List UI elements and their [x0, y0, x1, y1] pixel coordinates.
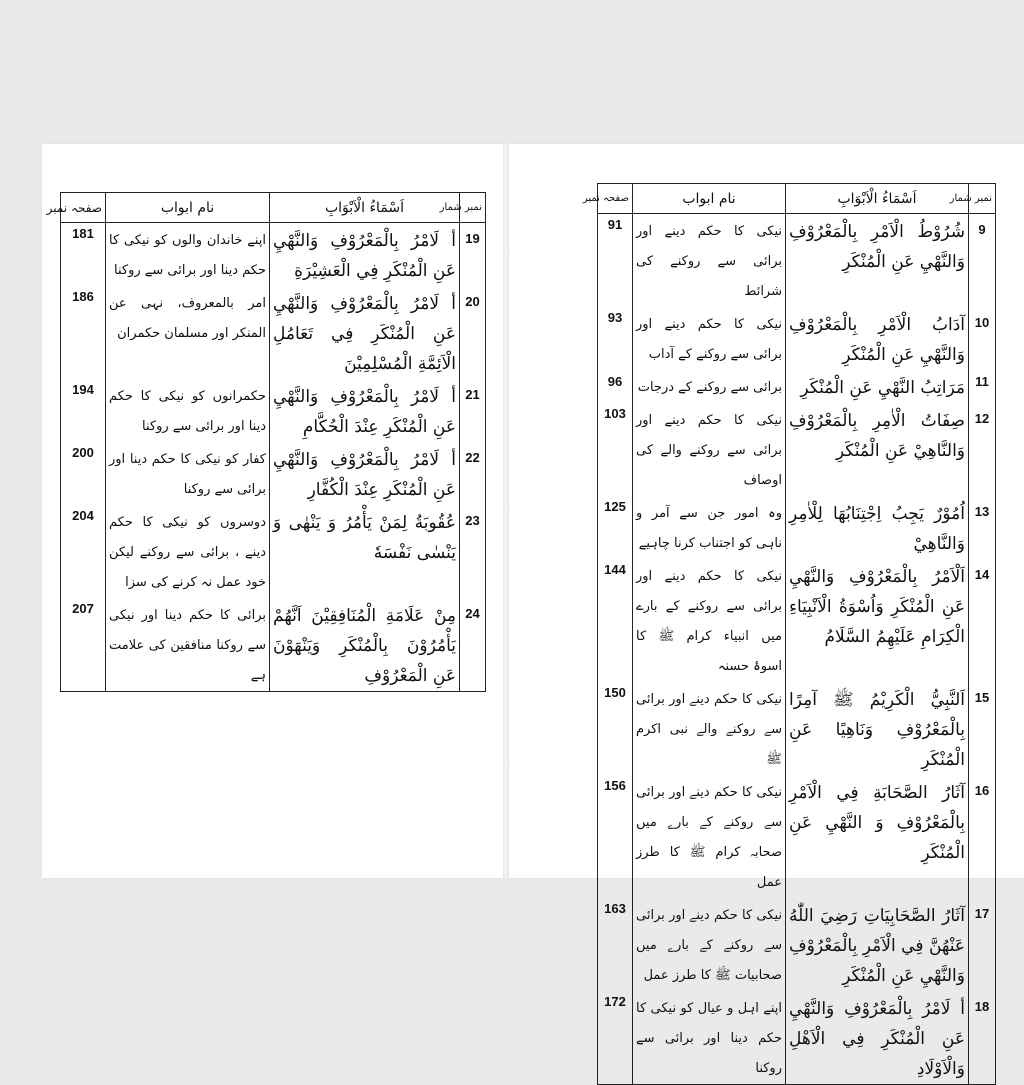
table-header-row: [598, 184, 996, 214]
chapter-arabic: اَلنَّبِيُّ الْكَرِيْمُ ﷺ آمِرًا بِالْمَعْرُوْفِ وَنَاهِيًا عَنِ الْمُنْكَرِ: [786, 682, 969, 775]
header-arabic-title: اَسْمَاءُ الْاَبْوَابِ: [270, 193, 460, 223]
contents-table-left: [46, 192, 486, 692]
page-number: 93: [598, 307, 633, 370]
header-arabic-title: اَسْمَاءُ الْاَبْوَابِ: [786, 184, 969, 214]
page-number: 200: [61, 442, 106, 505]
header-serial: نمبر شمار: [460, 193, 486, 223]
header-page: صفحہ نمبر: [598, 184, 633, 214]
chapter-urdu: نیکی کا حکم دینے اور برائی سے روکنے کے بارے میں صحابہ کرام ﷺ کا طرز عمل: [633, 775, 786, 898]
page-number: 186: [61, 286, 106, 379]
chapter-arabic: أ لَامْرُ بِالْمَعْرُوْفِ وَالنَّهْيِ عَنِ الْمُنْكَرِ عِنْدَ الْحُكَّامِ: [270, 379, 460, 442]
table-row: [61, 442, 486, 505]
page-number: 125: [598, 496, 633, 559]
chapter-arabic: أ لَامْرُ بِالْمَعْرُوْفِ وَالنَّهْيِ عَنِ الْمُنْكَرِ فِي الْعَشِيْرَةِ: [270, 223, 460, 287]
page-number: 194: [61, 379, 106, 442]
chapter-arabic: صِفَاتُ الْاٰمِرِ بِالْمَعْرُوْفِ وَالنَّاهِيْ عَنِ الْمُنْكَرِ: [786, 403, 969, 496]
chapter-urdu: کفار کو نیکی کا حکم دینا اور برائی سے روکنا: [106, 442, 270, 505]
chapter-arabic: أ لَامْرُ بِالْمَعْرُوْفِ وَالنَّهْيِ عَنِ الْمُنْكَرِ فِي تَعَامُلِ الْاَئِمَّةِ الْمُسْلِمِيْنَ: [270, 286, 460, 379]
chapter-urdu: نیکی کا حکم دینے اور برائی سے روکنے کے بارے میں انبیاء کرام ﷺ کا اسوۂ حسنہ: [633, 559, 786, 682]
table-row: [598, 403, 996, 496]
table-row: [61, 379, 486, 442]
row-number: 21: [460, 379, 486, 442]
chapter-arabic: اُمُوْرٌ يَجِبُ اِجْتِنَابُهَا لِلْاٰمِرِ وَالنَّاهِيْ: [786, 496, 969, 559]
row-number: 11: [969, 370, 996, 403]
chapter-urdu: نیکی کا حکم دینے اور برائی سے روکنے والے کی اوصاف: [633, 403, 786, 496]
chapter-urdu: نیکی کا حکم دینے اور برائی سے روکنے والے نبی اکرم ﷺ: [633, 682, 786, 775]
chapter-arabic: شُرُوْطُ الْاَمْرِ بِالْمَعْرُوْفِ وَالنَّهْيِ عَنِ الْمُنْكَرِ: [786, 214, 969, 308]
row-number: 10: [969, 307, 996, 370]
chapter-urdu: نیکی کا حکم دینے اور برائی سے روکنے کے آداب: [633, 307, 786, 370]
page-number: 103: [598, 403, 633, 496]
chapter-urdu: برائی کا حکم دینا اور نیکی سے روکنا منافقین کی علامت ہے: [106, 598, 270, 692]
row-number: 23: [460, 505, 486, 598]
header-urdu-title: نام ابواب: [633, 184, 786, 214]
chapter-arabic: اَلْاَمْرُ بِالْمَعْرُوْفِ وَالنَّهْيِ عَنِ الْمُنْكَرِ وَاُسْوَةُ الْاَنْبِيَاءِ الْكِرَامِ عَلَيْهِمُ السَّلَامُ: [786, 559, 969, 682]
chapter-urdu: حکمرانوں کو نیکی کا حکم دینا اور برائی سے روکنا: [106, 379, 270, 442]
row-number: 14: [969, 559, 996, 682]
chapter-arabic: عُقُوبَةُ لِمَنْ يَأْمُرُ وَ يَنْهٰى وَ يَنْسٰى نَفْسَهٗ: [270, 505, 460, 598]
chapter-arabic: آثَارُ الصَّحَابِيَاتِ رَضِيَ اللّٰهُ عَنْهُنَّ فِي الْاَمْرِ بِالْمَعْرُوْفِ وَالنَّهْيِ عَنِ الْمُنْكَرِ: [786, 898, 969, 991]
row-number: 20: [460, 286, 486, 379]
table-row: [598, 775, 996, 898]
table-row: [598, 214, 996, 308]
page-number: 207: [61, 598, 106, 692]
chapter-arabic: آدَابُ الْاَمْرِ بِالْمَعْرُوْفِ وَالنَّهْيِ عَنِ الْمُنْكَرِ: [786, 307, 969, 370]
chapter-urdu: دوسروں کو نیکی کا حکم دینے ، برائی سے روکنے لیکن خود عمل نہ کرنے کی سزا: [106, 505, 270, 598]
contents-table-right: [582, 183, 996, 1085]
page-number: 156: [598, 775, 633, 898]
chapter-urdu: نیکی کا حکم دینے اور برائی سے روکنے کی شرائط: [633, 214, 786, 308]
row-number: 15: [969, 682, 996, 775]
row-number: 17: [969, 898, 996, 991]
page-number: 204: [61, 505, 106, 598]
left-page: [42, 144, 503, 878]
table-row: [598, 496, 996, 559]
table-row: [598, 307, 996, 370]
page-number: 172: [598, 991, 633, 1085]
table-row: [598, 898, 996, 991]
table-row: [598, 559, 996, 682]
page-number: 163: [598, 898, 633, 991]
table-row: [598, 682, 996, 775]
row-number: 16: [969, 775, 996, 898]
table-header-row: [61, 193, 486, 223]
chapter-arabic: مَرَاتِبُ النَّهْيِ عَنِ الْمُنْكَرِ: [786, 370, 969, 403]
table-row: [61, 505, 486, 598]
chapter-urdu: برائی سے روکنے کے درجات: [633, 370, 786, 403]
chapter-urdu: اپنے اہل و عیال کو نیکی کا حکم دینا اور برائی سے روکنا: [633, 991, 786, 1085]
page-number: 91: [598, 214, 633, 308]
chapter-urdu: وہ امور جن سے آمر و ناہی کو اجتناب کرنا چاہیے: [633, 496, 786, 559]
book-spread: [42, 144, 1024, 1079]
chapter-urdu: نیکی کا حکم دینے اور برائی سے روکنے کے بارے میں صحابیات ﷺ کا طرز عمل: [633, 898, 786, 991]
row-number: 12: [969, 403, 996, 496]
header-urdu-title: نام ابواب: [106, 193, 270, 223]
table-row: [598, 370, 996, 403]
page-number: 96: [598, 370, 633, 403]
chapter-arabic: أ لَامْرُ بِالْمَعْرُوْفِ وَالنَّهْيِ عَنِ الْمُنْكَرِ عِنْدَ الْكُفَّارِ: [270, 442, 460, 505]
table-row: [598, 991, 996, 1085]
table-row: [61, 286, 486, 379]
header-serial: نمبر شمار: [969, 184, 996, 214]
page-number: 144: [598, 559, 633, 682]
row-number: 19: [460, 223, 486, 287]
chapter-arabic: آثَارُ الصَّحَابَةِ فِي الْاَمْرِ بِالْمَعْرُوْفِ وَ النَّهْيِ عَنِ الْمُنْكَرِ: [786, 775, 969, 898]
table-row: [61, 598, 486, 692]
row-number: 13: [969, 496, 996, 559]
row-number: 24: [460, 598, 486, 692]
chapter-urdu: اپنے خاندان والوں کو نیکی کا حکم دینا اور برائی سے روکنا: [106, 223, 270, 287]
page-number: 150: [598, 682, 633, 775]
chapter-arabic: مِنْ عَلَامَةِ الْمُنَافِقِيْنَ اَنَّهُمْ يَأْمُرُوْنَ بِالْمُنْكَرِ وَيَنْهَوْنَ عَنِ الْمَعْرُوْفِ: [270, 598, 460, 692]
row-number: 22: [460, 442, 486, 505]
row-number: 18: [969, 991, 996, 1085]
table-row: [61, 223, 486, 287]
page-number: 181: [61, 223, 106, 287]
right-page: [509, 144, 1024, 1079]
row-number: 9: [969, 214, 996, 308]
chapter-arabic: أ لَامْرُ بِالْمَعْرُوْفِ وَالنَّهْيِ عَنِ الْمُنْكَرِ فِي الْاَهْلِ وَالْاَوْلَادِ: [786, 991, 969, 1085]
header-page: صفحہ نمبر: [61, 193, 106, 223]
chapter-urdu: امر بالمعروف، نہی عن المنکر اور مسلمان حکمران: [106, 286, 270, 379]
